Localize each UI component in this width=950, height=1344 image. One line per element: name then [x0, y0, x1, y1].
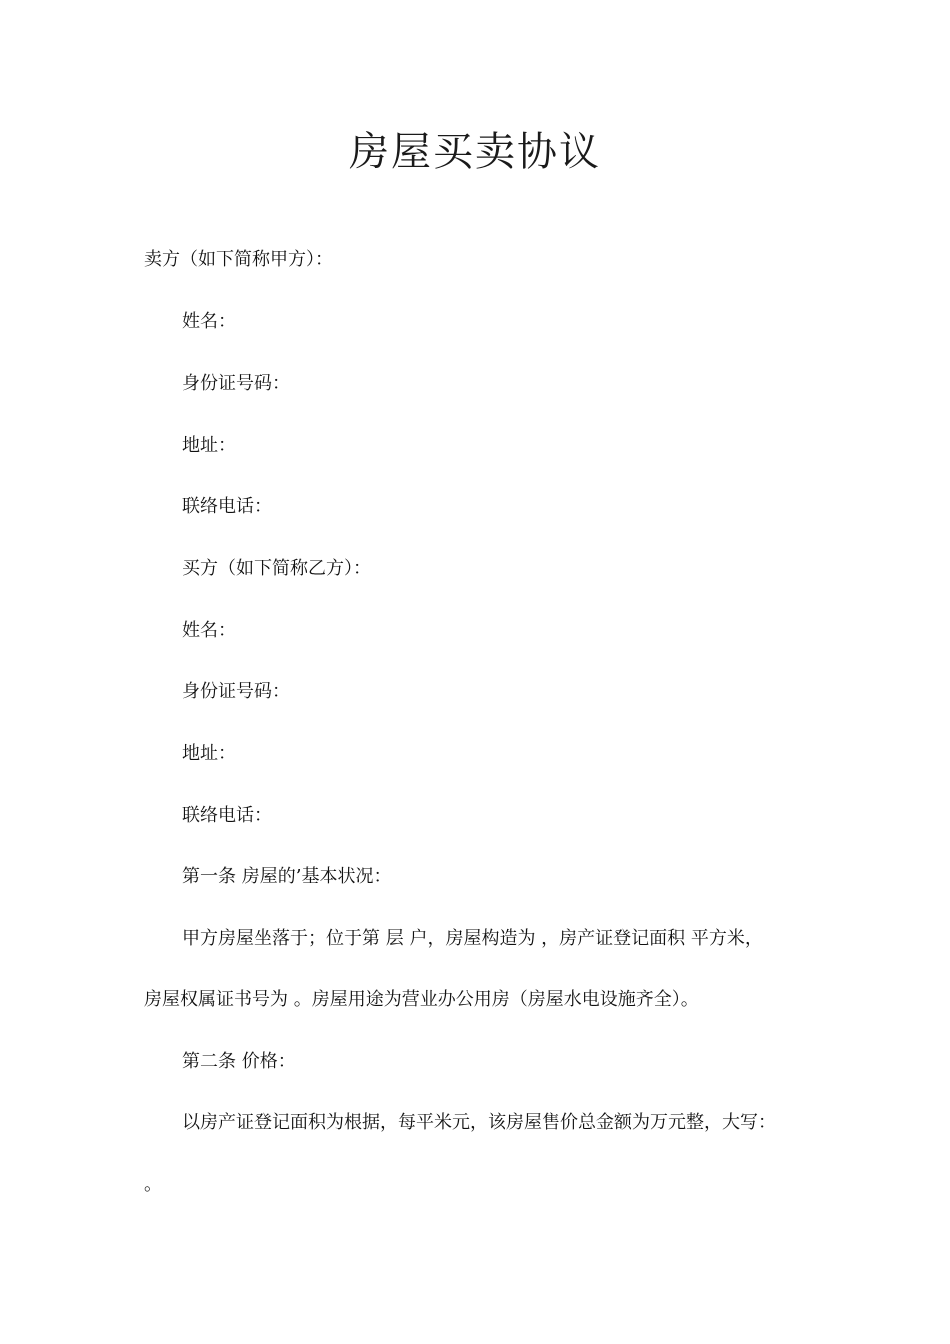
article-two-heading: 第二条 价格：: [182, 1051, 296, 1072]
article-two-paragraph-line-1: 以房产证登记面积为根据，每平米元，该房屋售价总金额为万元整，大写：: [182, 1112, 776, 1133]
buyer-address-label: 地址：: [182, 743, 236, 764]
document-title: 房屋买卖协议: [349, 129, 601, 175]
seller-id-label: 身份证号码：: [182, 373, 290, 394]
buyer-phone-label: 联络电话：: [182, 805, 272, 826]
buyer-heading: 买方（如下简称乙方）：: [182, 558, 371, 579]
article-one-paragraph-line-2: 房屋权属证书号为 。房屋用途为营业办公用房（房屋水电设施齐全）。: [144, 989, 699, 1010]
seller-address-label: 地址：: [182, 435, 236, 456]
article-one-heading: 第一条 房屋的’基本状况：: [182, 866, 392, 887]
seller-heading: 卖方（如下简称甲方）：: [144, 249, 333, 270]
seller-phone-label: 联络电话：: [182, 496, 272, 517]
article-one-paragraph-line-1: 甲方房屋坐落于；位于第 层 户，房屋构造为 ，房产证登记面积 平方米，: [182, 928, 763, 949]
buyer-id-label: 身份证号码：: [182, 681, 290, 702]
buyer-name-label: 姓名：: [182, 620, 236, 641]
article-two-paragraph-line-2: 。: [144, 1174, 162, 1195]
seller-name-label: 姓名：: [182, 311, 236, 332]
